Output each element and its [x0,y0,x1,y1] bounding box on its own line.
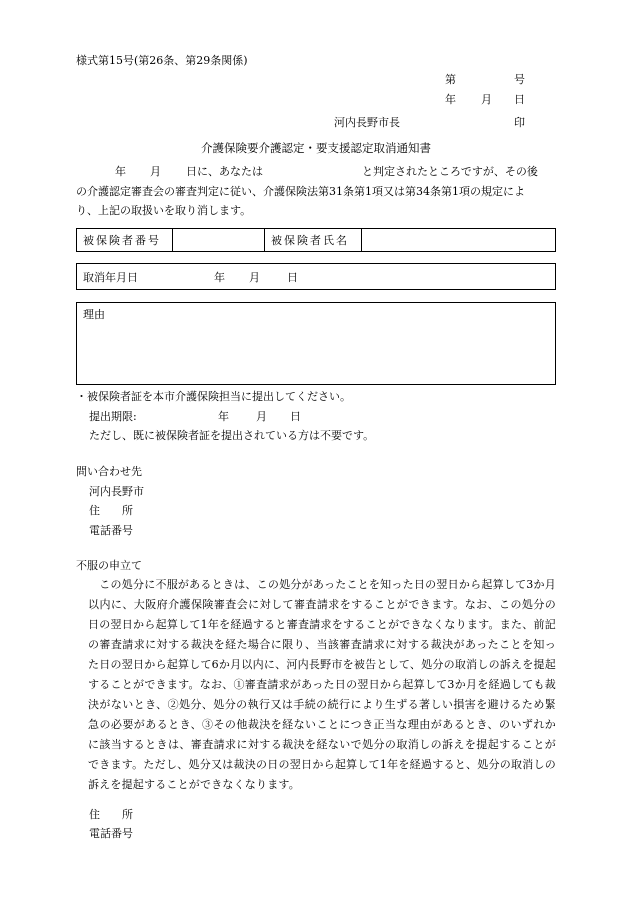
submit-notice: ・被保険者証を本市介護保険担当に提出してください。 [76,390,351,403]
appeal-body: この処分に不服があるときは、この処分があったことを知った日の翌日から起算して3か月以内に、大阪府介護保険審査会に対して審査請求をすることができます。なお、この処分の日の翌日から起算して1年を経過すると審査請求をすることができなくなります。また、前記の審査請求に対する裁決を経た場合に限り、当該審査請求に対する裁決があったことを知った日の翌日から起算して6か月以内に、河内長野市を被告として、処分の取消しの訴えを提起することができます。なお、①審査請求があった日の翌日から起算して3か月を経過しても裁決がないとき、②処分、処分の執行又は手続の続行により生ずる著しい損害を避けるため緊急の必要があるとき、③その他裁決を経ないことにつき正当な理由があるとき、のいずれかに該当するときは、審査請求に対する裁決を経ないで処分の取消しの訴えを提起することができます。ただし、処分又は裁決の日の翌日から起算して1年を経過すると、処分の取消しの訴えを提起することができなくなります。 [88,578,556,791]
notice-exception: ただし、既に被保険者証を提出されている方は不要です。 [89,429,375,442]
insured-name-label: 被保険者氏名 [271,234,349,247]
deadline-year: 年 [218,410,229,423]
issue-date-month: 月 [481,93,492,106]
cancel-date-row [76,263,556,290]
insured-info-table [76,228,556,252]
intro-day-text: 日に、あなたは [186,165,263,178]
issuer-name: 河内長野市長 [334,116,400,129]
document-number-prefix: 第 [445,73,456,86]
deadline-month: 月 [256,410,267,423]
deadline-day: 日 [290,410,301,423]
insured-number-label: 被保険者番号 [83,234,161,247]
cancel-date-month: 月 [249,271,260,284]
seal-mark: 印 [514,116,525,129]
intro-line-3: り、上記の取扱いを取り消します。 [76,204,252,217]
contact-org: 河内長野市 [89,485,144,498]
contact-address-label: 住 所 [89,504,133,517]
intro-month: 月 [150,165,161,178]
document-title: 介護保険要介護認定・要支援認定取消通知書 [201,141,431,155]
intro-year: 年 [115,165,126,178]
insured-number-field[interactable] [174,231,262,250]
contact-phone-label: 電話番号 [89,524,133,537]
issue-date-day: 日 [514,93,525,106]
reason-label: 理由 [83,308,105,321]
divider [264,229,265,251]
intro-line-2: の介護認定審査会の審査判定に従い、介護保険法第31条第1項又は第34条第1項の規定によ [76,185,525,198]
cancel-date-year: 年 [214,271,225,284]
cancel-date-label: 取消年月日 [83,271,138,284]
divider [361,229,362,251]
form-number: 様式第15号(第26条、第29条関係) [76,54,248,67]
appeal-heading: 不服の申立て [76,559,142,572]
contact-heading: 問い合わせ先 [76,465,142,478]
divider [172,229,173,251]
appeal-phone-label: 電話番号 [89,827,133,840]
reason-box[interactable] [76,302,556,385]
insured-name-field[interactable] [363,231,553,250]
deadline-label: 提出期限: [89,410,137,423]
issue-date-year: 年 [445,93,456,106]
document-number-suffix: 号 [514,73,525,86]
appeal-address-label: 住 所 [89,808,133,821]
cancel-date-day: 日 [287,271,298,284]
intro-tail: と判定されたところですが、その後 [362,165,538,178]
